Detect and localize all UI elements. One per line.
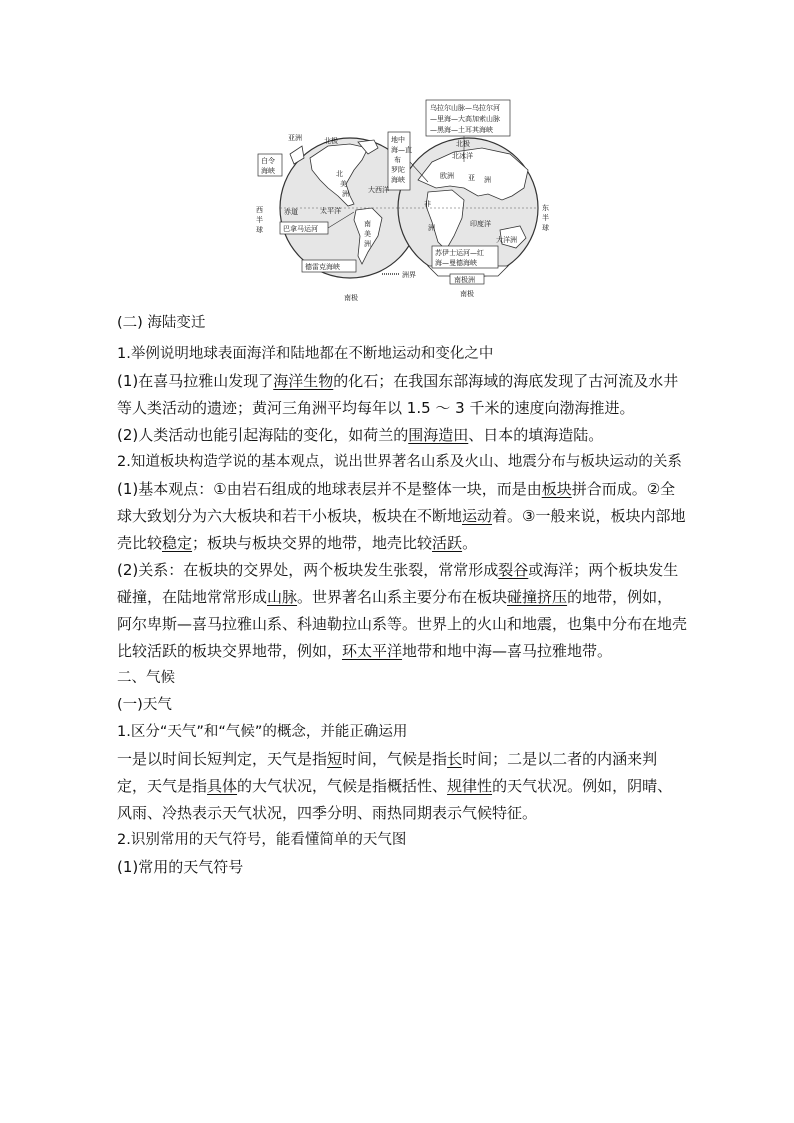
med-label-1: 地中: [391, 136, 405, 144]
item1-heading: 1.举例说明地球表面海洋和陆地都在不断地运动和变化之中: [117, 346, 494, 362]
north-america-1: 北: [336, 170, 343, 178]
north-america-2: 美: [340, 180, 347, 188]
item1-para2: (2)人类活动也能引起海陆的变化，如荷兰的围海造田、日本的填海造陆。: [117, 426, 604, 444]
bering-label-1: 白令: [261, 157, 275, 165]
north-pole-east-label: 北极: [456, 140, 470, 148]
europe-label: 欧洲: [440, 172, 454, 180]
med-label-2: 海—直: [391, 146, 412, 154]
item4-heading: 2.识别常用的天气符号，能看懂简单的天气图: [117, 832, 407, 848]
west-hemi-2: 半: [256, 216, 263, 224]
ural-line-3: —黑海—土耳其海峡: [430, 126, 493, 134]
subsection-title: (一)天气: [117, 697, 172, 713]
oceania-label: 大洋洲: [496, 236, 517, 244]
indian-ocean-label: 印度洋: [470, 220, 491, 228]
east-hemi-1: 东: [542, 204, 549, 212]
antarctica-label: 南极洲: [454, 276, 475, 284]
item2-para2: (2)关系：在板块的交界处，两个板块发生张裂，常常形成裂谷或海洋；两个板块发生碰撞，在陆地常常形成山脉。世界著名山系主要分布在板块碰撞挤压的地带，例如，阿尔卑斯—喜马拉雅山系、科迪勒拉山系等。世界上的火山和地震，也集中分布在地壳比较活跃的板块交界地带，例如，环太平洋地带和地中海—喜马拉雅地带。: [117, 561, 688, 660]
south-america-3: 洲: [364, 240, 371, 248]
med-label-3: 布: [394, 156, 401, 164]
south-pole-east-label: 南极: [460, 290, 474, 298]
item3-heading: 1.区分“天气”和“气候”的概念，并能正确运用: [117, 724, 408, 740]
med-label-4: 罗陀: [391, 166, 405, 174]
item3-para1: 一是以时间长短判定，天气是指短时间，气候是指长时间；二是以二者的内涵来判定，天气是指具体的大气状况，气候是指概括性、规律性的天气状况。例如，阴晴、风雨、冷热表示天气状况，四季分明、雨热同期表示气候特征。: [117, 750, 673, 822]
suez-label-2: 海—曼德海峡: [435, 259, 477, 267]
ural-line-1: 乌拉尔山脉—乌拉尔河: [430, 104, 500, 112]
item2-para1: (1)基本观点：①由岩石组成的地球表层并不是整体一块，而是由板块拼合而成。②全球大致划分为六大板块和若干小板块，板块在不断地运动着。③一般来说，板块内部地壳比较稳定；板块与板块交界的地带，地壳比较活跃。: [117, 480, 686, 552]
arctic-label: 北冰洋: [452, 152, 473, 160]
suez-label-1: 苏伊士运河—红: [435, 249, 484, 257]
asia-label-2: 洲: [484, 176, 491, 184]
equator-label: 赤道: [284, 208, 298, 216]
item4-para1: (1)常用的天气符号: [117, 858, 244, 876]
africa-label: 非: [424, 200, 431, 208]
pacific-label: 太平洋: [320, 207, 341, 215]
north-pole-west-label: 北极: [324, 137, 338, 145]
bering-label-2: 海峡: [261, 167, 275, 175]
continent-boundary-label: 洲界: [402, 271, 416, 279]
chapter-title: 二、气候: [117, 670, 175, 686]
north-america-3: 洲: [342, 190, 349, 198]
east-hemi-3: 球: [542, 224, 549, 232]
panama-label: 巴拿马运河: [283, 225, 318, 233]
south-america-2: 美: [364, 230, 371, 238]
south-pole-west-label: 南极: [344, 294, 358, 302]
south-america-1: 南: [364, 220, 371, 228]
document-body: [117, 310, 687, 881]
east-hemi-2: 半: [542, 214, 549, 222]
med-label-5: 海峡: [391, 176, 405, 184]
west-hemi-1: 西: [256, 206, 263, 214]
ural-line-2: —里海—大高加索山脉: [430, 115, 500, 123]
west-hemi-3: 球: [256, 226, 263, 234]
asia-top-label: 亚洲: [288, 134, 302, 142]
atlantic-label: 大西洋: [368, 186, 389, 194]
asia-label-1: 亚: [468, 174, 475, 182]
drake-label: 德雷克海峡: [305, 263, 340, 271]
world-hemispheres-map: [250, 96, 560, 306]
section-title: (二) 海陆变迁: [117, 315, 206, 331]
africa-label-2: 洲: [428, 224, 435, 232]
item1-para1: (1)在喜马拉雅山发现了海洋生物的化石；在我国东部海域的海底发现了古河流及水井等人类活动的遗迹；黄河三角洲平均每年以 1.5 ～ 3 千米的速度向渤海推进。: [117, 372, 679, 417]
item2-heading: 2.知道板块构造学说的基本观点，说出世界著名山系及火山、地震分布与板块运动的关系: [117, 454, 682, 470]
